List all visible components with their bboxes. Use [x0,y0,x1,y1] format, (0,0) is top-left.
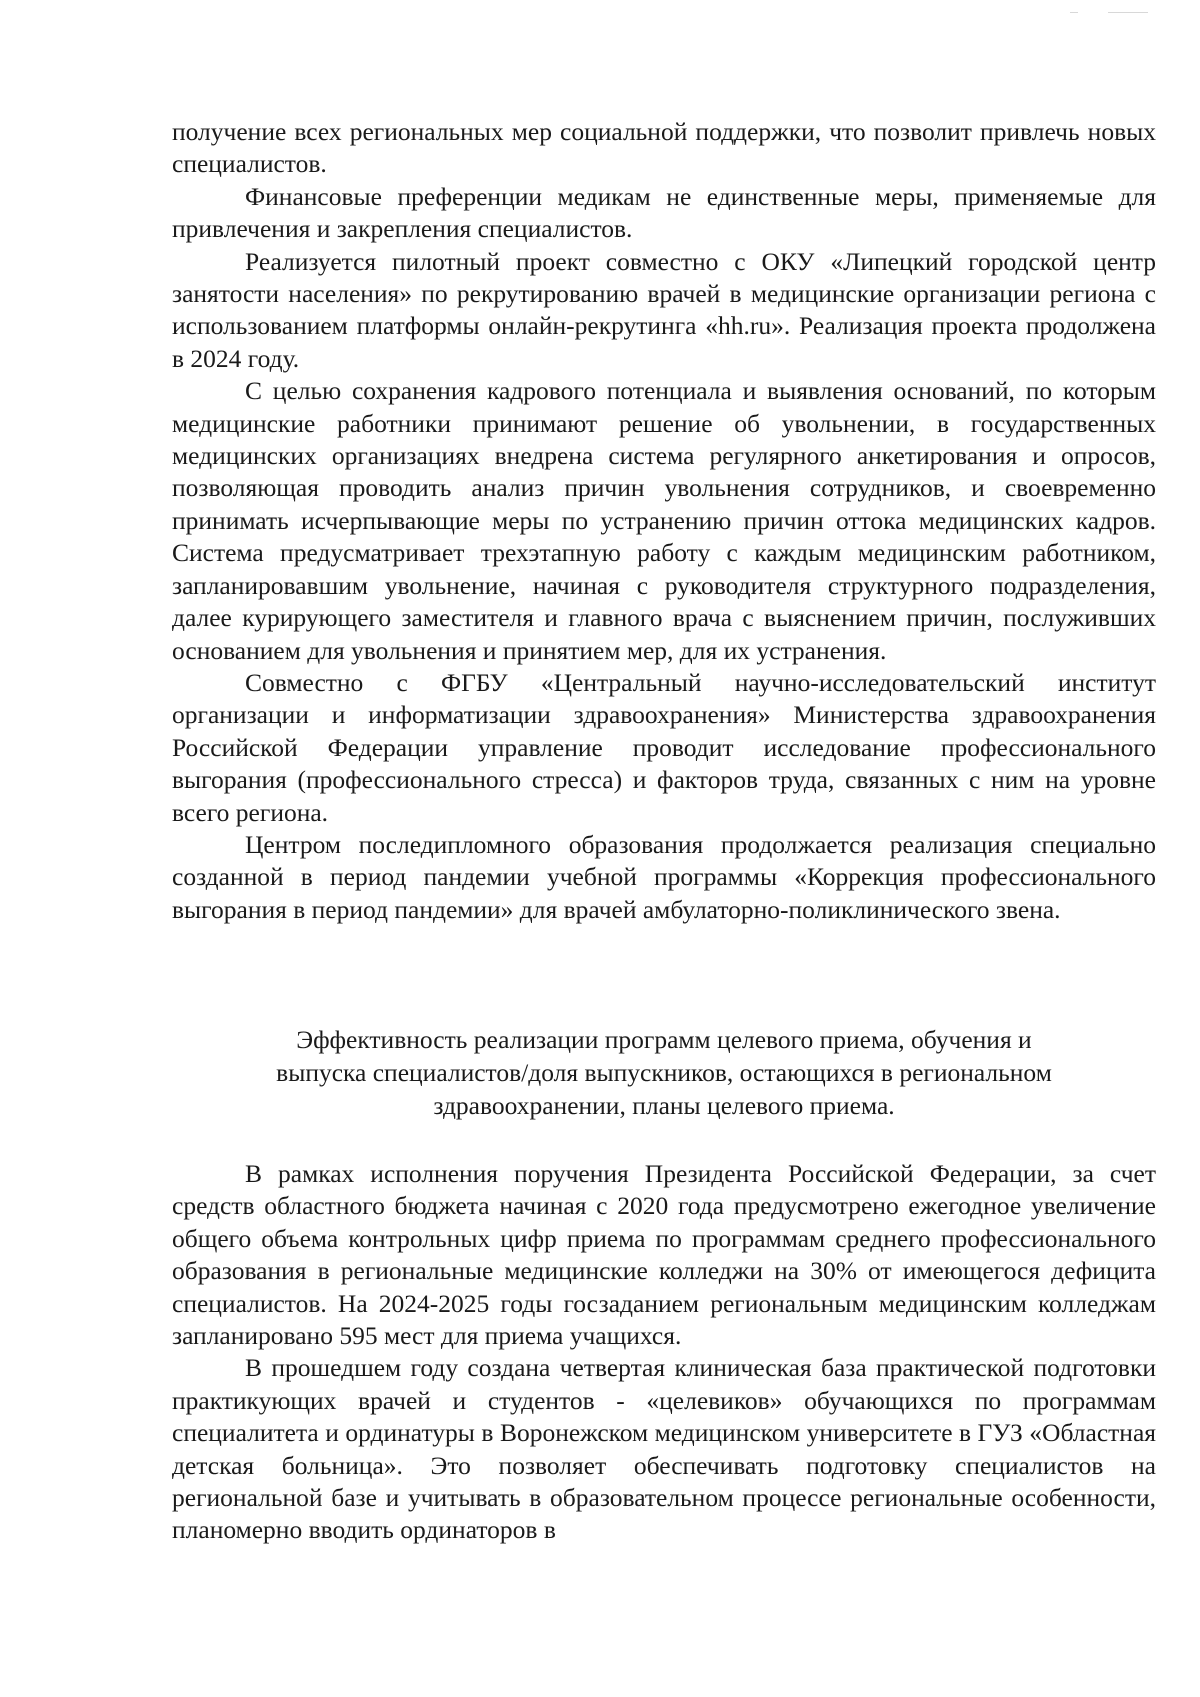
heading-line: здравоохранении, планы целевого приема. [433,1091,895,1120]
paragraph: получение всех региональных мер социальной поддержки, что позволит привлечь новых специалистов. [172,117,1156,179]
paragraph: Реализуется пилотный проект совместно с ОКУ «Липецкий городской центр занятости населения» по рекрутированию врачей в медицинские организации региона с использованием платформы онлайн-рекрутинга «hh.ru». Реализация проекта продолжена в 2024 году. [172,246,1156,373]
paragraph: В рамках исполнения поручения Президента Российской Федерации, за счет средств областного бюджета начиная с 2020 года предусмотрено ежегодное увеличение общего объема контрольных цифр приема по программам среднего профессионального образования в региональные медицинские колледжи на 30% от имеющегося дефицита специалистов. На 2024-2025 годы госзаданием региональным медицинским колледжам запланировано 595 мест для приема учащихся. [172,1159,1156,1351]
heading-line: выпуска специалистов/доля выпускников, остающихся в региональном [276,1058,1052,1087]
paragraph: Центром последипломного образования продолжается реализация специально созданной в период пандемии учебной программы «Коррекция профессионального выгорания в период пандемии» для врачей амбулаторно-поликлинического звена. [172,829,1156,924]
paragraph: С целью сохранения кадрового потенциала и выявления оснований, по которым медицинские работники принимают решение об увольнении, в государственных медицинских организациях внедрена система регулярного анкетирования и опросов, позволяющая проводить анализ причин увольнения сотрудников, и своевременно принимать исчерпывающие меры по устранению причин оттока медицинских кадров. Система предусматривает трехэтапную работу с каждым медицинским работником, запланировавшим увольнение, начиная с руководителя структурного подразделения, далее курирующего заместителя и главного врача с выяснением причин, послуживших основанием для увольнения и принятием мер, для их устранения. [172,376,1156,665]
paragraph: В прошедшем году создана четвертая клиническая база практической подготовки практикующих врачей и студентов - «целевиков» обучающихся по программам специалитета и ординатуры в Воронежском медицинском университете в ГУЗ «Областная детская больница». Это позволяет обеспечивать подготовку специалистов на региональной базе и учитывать в образовательном процессе региональные особенности, планомерно вводить ординаторов в [172,1353,1156,1545]
paragraph: Совместно с ФГБУ «Центральный научно-исследовательский институт организации и информатизации здравоохранения» Министерства здравоохранения Российской Федерации управление проводит исследование профессионального выгорания (профессионального стресса) и факторов труда, связанных с ним на уровне всего региона. [172,667,1156,827]
body-text-bottom [172,1158,1156,1547]
body-text-top [172,116,1156,926]
paragraph: Финансовые преференции медикам не единственные меры, применяемые для привлечения и закрепления специалистов. [172,181,1156,244]
scan-artifact [1070,12,1078,13]
scan-artifact [1108,12,1148,13]
section-heading [172,1023,1156,1122]
heading-line: Эффективность реализации программ целевого приема, обучения и [296,1025,1032,1054]
